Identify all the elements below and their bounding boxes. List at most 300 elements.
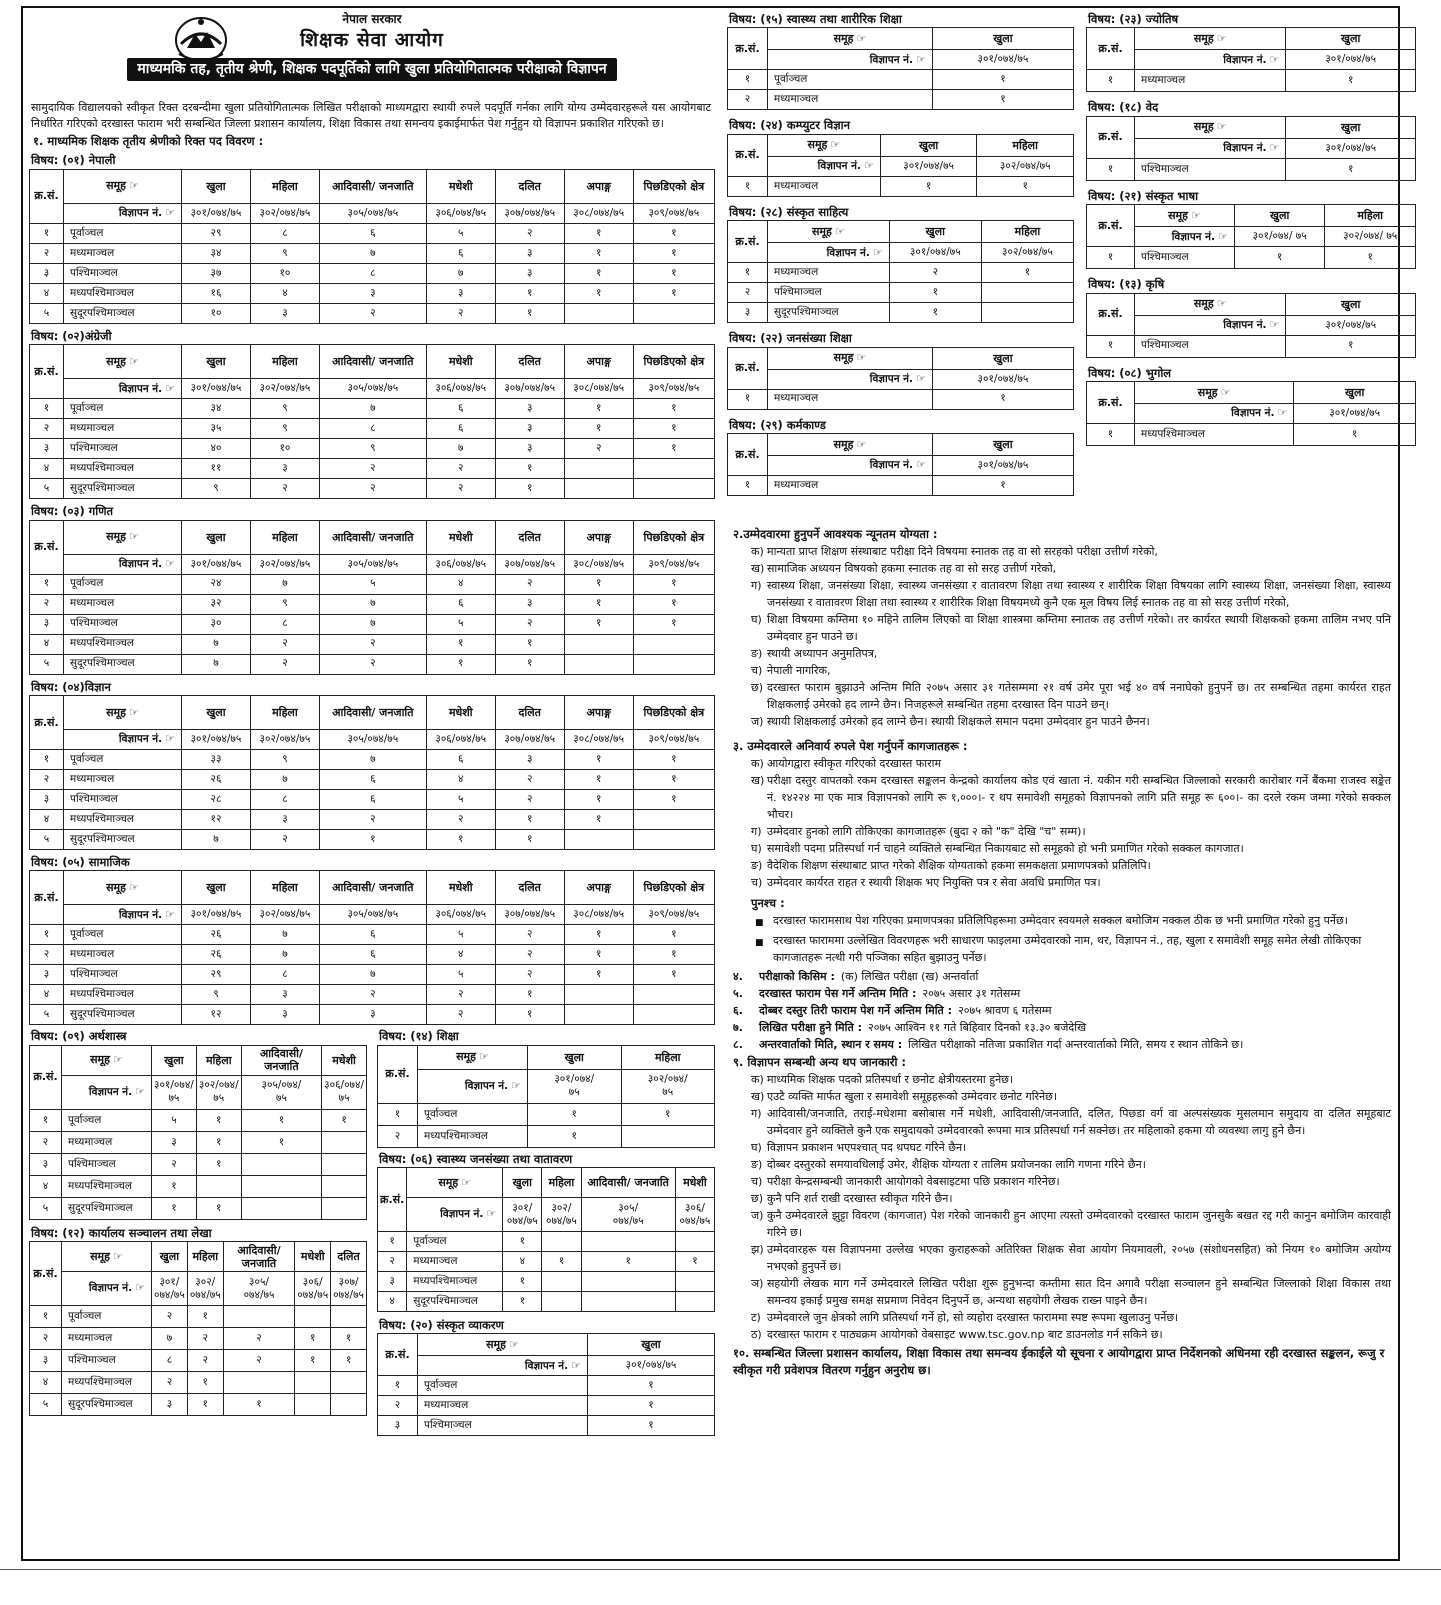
vacancy-count: ७: [250, 925, 319, 945]
vacancy-count: [981, 283, 1073, 303]
vacancy-count: [295, 1372, 331, 1394]
vacancy-count: १: [633, 399, 714, 419]
pointing-hand-icon: ☞: [872, 245, 883, 259]
vacancy-count: १: [564, 419, 633, 439]
advertisement-code: [1286, 315, 1416, 335]
item-text: दरखास्त फाराम बुझाउने अन्तिम मिति २०७५ असार ३१ गतेसम्ममा २१ वर्ष उमेर पूरा भई ४० वर्ष ननाघेको हुनुपर्ने छ। तर सम्बन्धित तहमा कार्यरत राहत शिक्षकलाई उमेरको हद लाग्ने छैन। निजहरूले सम्बन्धित तहमा दरखास्त दिन पाउने छन्।: [767, 681, 1391, 711]
advertisement-code: [932, 455, 1073, 475]
row-number: २: [30, 1131, 62, 1153]
vacancy-count: १: [564, 809, 633, 829]
region-name: मध्यमाञ्चल: [1135, 70, 1286, 92]
vacancy-count: [581, 1292, 675, 1312]
vacancy-count: १: [495, 985, 564, 1005]
vacancy-count: [675, 1232, 714, 1252]
advertisement-code-part: ३०७/०७४/७५: [504, 382, 556, 395]
vacancy-count: १: [889, 283, 981, 303]
vacancy-count: १: [633, 614, 714, 634]
vacancy-count: ८: [250, 965, 319, 985]
pointing-hand-icon: ☞: [1220, 385, 1231, 399]
advertisement-code-part: ३०५/०७४/: [261, 1079, 302, 1092]
subject-title: विषय: (१८) वेद: [1088, 100, 1159, 115]
vacancy-count: १: [564, 399, 633, 419]
item-text: दोब्बर दस्तुरको समयावधिलाई उमेर, शैक्षिक योग्यता र तालिम प्रयोजनका लागि गणना गरिने छैन।: [767, 1158, 1146, 1171]
column-header: खुला: [182, 345, 251, 379]
advertisement-code-part: ३०८/०७४/७५: [573, 557, 625, 570]
vacancy-count: १: [564, 789, 633, 809]
vacancy-table: [727, 433, 1074, 496]
advertisement-no-text: विज्ञापन नं.: [1223, 142, 1267, 155]
vacancy-count: १: [621, 1103, 715, 1125]
region-name: मध्यपश्चिमाञ्चल: [64, 985, 182, 1005]
vacancy-count: १: [319, 829, 426, 849]
region-name: सुदूरपश्चिमाञ्चल: [768, 303, 890, 323]
column-header: खुला: [528, 1045, 622, 1069]
vacancy-count: २६: [182, 945, 251, 965]
advertisement-code: [182, 729, 251, 749]
item-number: ८.: [733, 1038, 743, 1051]
column-header: आदिवासी/ जनजाति: [319, 871, 426, 905]
column-header: खुला: [1286, 116, 1416, 138]
advertisement-code-part: ३०२/०७४/: [647, 1073, 688, 1086]
group-header: [1135, 293, 1286, 315]
vacancy-table: [377, 1045, 715, 1148]
table-row: [30, 399, 715, 419]
vacancy-count: २: [319, 809, 426, 829]
advertisement-no-text: विज्ञापन नं.: [524, 1359, 569, 1372]
table-row: [30, 925, 715, 945]
region-name: पूर्वाञ्चल: [64, 399, 182, 419]
table-row: [378, 1232, 715, 1252]
advertisement-code-part: ३०१/०७४/७५: [190, 382, 242, 395]
vacancy-count: ६: [426, 399, 495, 419]
table-row: [30, 749, 715, 769]
advertisement-code: [932, 369, 1073, 389]
vacancy-count: १: [633, 769, 714, 789]
vacancy-count: [322, 1153, 367, 1175]
vacancy-count: ३: [495, 263, 564, 283]
advertisement-no-label: [768, 369, 933, 389]
subject-block: [29, 1226, 367, 1416]
column-header: अपाङ्ग: [564, 520, 633, 554]
column-header: मधेशी: [426, 695, 495, 729]
vacancy-count: १: [564, 594, 633, 614]
subject-title: विषय: (२२) जनसंख्या शिक्षा: [729, 331, 852, 346]
vacancy-count: १: [503, 1272, 542, 1292]
vacancy-count: २: [187, 1328, 223, 1350]
lower-left-subcolumn: [29, 1025, 367, 1436]
vacancy-count: १: [633, 965, 714, 985]
item-key: ग): [751, 579, 762, 592]
subject-block: [727, 12, 1074, 110]
vacancy-count: [581, 1272, 675, 1292]
vacancy-count: ३: [152, 1131, 197, 1153]
vacancy-count: [633, 809, 714, 829]
postscript-heading: पुनश्च :: [751, 896, 785, 910]
group-header: [64, 169, 182, 203]
region-name: पूर्वाञ्चल: [418, 1103, 528, 1125]
column-header: दलित: [495, 871, 564, 905]
qualification-item: [733, 713, 1391, 730]
column-header: आदिवासी/ जनजाति: [319, 169, 426, 203]
advertisement-code-part: ७५: [568, 1086, 580, 1099]
row-number: २: [30, 243, 64, 263]
info-item: [733, 1105, 1391, 1139]
vacancy-count: १: [633, 749, 714, 769]
advertisement-code-part: ३०६/०७४/७५: [435, 206, 487, 219]
subject-title: विषय: (१३) कृषि: [1088, 277, 1165, 292]
column-header: आदिवासी/ जनजाति: [319, 520, 426, 554]
row-number: २: [30, 419, 64, 439]
postscript-item: [733, 932, 1391, 966]
column-header: महिला: [1325, 205, 1416, 227]
column-header: दलित: [495, 345, 564, 379]
table-row: [728, 389, 1074, 409]
vacancy-count: २: [426, 985, 495, 1005]
row-number: १: [1087, 335, 1135, 357]
group-header: [64, 695, 182, 729]
vacancy-count: [223, 1306, 295, 1328]
advertisement-code-part: ३०१/०७४/७५: [190, 908, 242, 921]
conditions-text: [727, 520, 1397, 1379]
vacancy-count: ७: [319, 594, 426, 614]
middle-column: [727, 8, 1074, 496]
group-label: समूह: [1193, 120, 1214, 134]
vacancy-count: १: [588, 1416, 715, 1436]
vacancy-table: [727, 27, 1074, 110]
vacancy-count: २: [223, 1328, 295, 1350]
table-row: [728, 303, 1074, 323]
row-number: १: [30, 399, 64, 419]
group-label: समूह: [833, 32, 854, 45]
advertisement-no-label: [62, 1075, 152, 1109]
vacancy-count: १: [1286, 70, 1416, 92]
region-name: पश्चिमाञ्चल: [64, 439, 182, 459]
pointing-hand-icon: ☞: [1277, 406, 1288, 420]
vacancy-count: ३२: [182, 594, 251, 614]
group-header: [768, 433, 933, 455]
sn-header: क्र.सं.: [1087, 205, 1135, 247]
vacancy-count: ७: [250, 574, 319, 594]
advertisement-code-part: ०७४/७५: [333, 1288, 364, 1301]
vacancy-count: २: [319, 303, 426, 323]
advertisement-code-part: ३०५/: [249, 1275, 269, 1288]
advertisement-code: [633, 729, 714, 749]
column-header: अपाङ्ग: [564, 345, 633, 379]
advertisement-code: [331, 1272, 367, 1306]
vacancy-count: ८: [250, 614, 319, 634]
vacancy-count: २: [187, 1350, 223, 1372]
government-name: नेपाल सरकार: [342, 12, 402, 26]
row-number: २: [378, 1252, 407, 1272]
advertisement-no-label: [64, 554, 182, 574]
vacancy-count: [241, 1153, 321, 1175]
sn-header: क्र.सं.: [728, 28, 768, 70]
vacancy-count: [675, 1292, 714, 1312]
column-header: महिला: [977, 134, 1074, 156]
vacancy-count: १: [1286, 335, 1416, 357]
advertisement-code-part: ३०१/०७४/७५: [190, 732, 242, 745]
vacancy-count: ४: [503, 1252, 542, 1272]
row-number: १: [30, 925, 64, 945]
vacancy-count: [331, 1372, 367, 1394]
item-text: कुनै उम्मेदवारले झुट्टा विवरण (कागजात) पेश गरेको जानकारी हुन आएमा त्यस्तो उम्मेदवारको दरखास्त फाराम जुनसुकै बखत रद्द गरी कानुन बमोजिम कारवाही गरिने छ।: [767, 1209, 1391, 1239]
advertisement-code: [182, 379, 251, 399]
region-name: पूर्वाञ्चल: [64, 925, 182, 945]
vacancy-count: ८: [250, 223, 319, 243]
vacancy-count: १: [932, 90, 1073, 110]
table-row: [30, 769, 715, 789]
advertisement-code: [621, 1069, 715, 1103]
table-row: [30, 594, 715, 614]
vacancy-count: [564, 1005, 633, 1025]
advertisement-code-part: ३०१/०७४/७५: [977, 372, 1029, 385]
advertisement-code-part: ३०५/०७४/७५: [347, 908, 399, 921]
group-label: समूह: [1193, 32, 1214, 45]
vacancy-count: १२: [182, 1005, 251, 1025]
item-text: मान्यता प्राप्त शिक्षण संस्थाबाट परीक्षा दिने विषयमा स्नातक तह वा सो सरहको परीक्षा उत्तीर्ण गरेको,: [767, 545, 1158, 558]
row-number: ३: [30, 1153, 62, 1175]
vacancy-count: १: [241, 1109, 321, 1131]
advertisement-code-part: ३०६/०७४/७५: [435, 557, 487, 570]
region-name: पश्चिमाञ्चल: [1135, 158, 1286, 180]
item-key: ञ): [751, 1277, 764, 1290]
group-header: [418, 1334, 588, 1356]
column-header: खुला: [1286, 293, 1416, 315]
advertisement-code: [187, 1272, 223, 1306]
item-text: उम्मेदवार हुनको लागि तोकिएका कागजातहरू (बुदा २ को "क" देखि "च" सम्म)।: [767, 825, 1086, 838]
vacancy-count: ३४: [182, 243, 251, 263]
advertisement-no-text: विज्ञापन नं.: [118, 382, 163, 395]
subject-block: [29, 329, 715, 499]
info-item: [733, 1173, 1391, 1190]
vacancy-count: ५: [426, 614, 495, 634]
region-name: पश्चिमाञ्चल: [768, 283, 890, 303]
vacancy-count: १: [495, 809, 564, 829]
pointing-hand-icon: ☞: [916, 458, 926, 472]
vacancy-count: २: [564, 439, 633, 459]
group-label: समूह: [106, 705, 126, 719]
row-number: ४: [378, 1292, 407, 1312]
subject-title: विषय: (०८) भुगोल: [1088, 365, 1172, 380]
item-body: [759, 1036, 1391, 1053]
column-header: खुला: [182, 169, 251, 203]
vacancy-count: २: [495, 614, 564, 634]
advertisement-code-part: ३०१/०७४/७५: [1325, 141, 1377, 154]
vacancy-count: १: [675, 1252, 714, 1272]
square-bullet-icon: ■: [755, 938, 764, 948]
item-key: छ): [751, 1192, 764, 1205]
pointing-hand-icon: ☞: [1216, 32, 1227, 45]
subject-block: [727, 418, 1074, 496]
item-key: ट): [751, 1311, 761, 1324]
vacancy-count: ७: [182, 829, 251, 849]
pointing-hand-icon: ☞: [165, 556, 175, 570]
advertisement-code: [319, 905, 426, 925]
advertisement-code-part: ३०६/: [302, 1275, 323, 1288]
vacancy-count: २: [495, 925, 564, 945]
sn-header: क्र.सं.: [378, 1334, 418, 1376]
sn-header: क्र.सं.: [1087, 116, 1135, 158]
advertisement-code: [495, 729, 564, 749]
column-header: महिला: [250, 345, 319, 379]
vacancy-count: ७: [426, 439, 495, 459]
advertisement-code-part: ३०८/०७४/७५: [573, 206, 625, 219]
vacancy-count: २९: [182, 965, 251, 985]
qualification-item: [733, 577, 1391, 611]
advertisement-code-part: ३०२/०७४/७५: [259, 908, 311, 921]
advertisement-code: [152, 1272, 188, 1306]
vacancy-count: [581, 1232, 675, 1252]
qualification-item: [733, 560, 1391, 577]
vacancy-count: १: [633, 283, 714, 303]
table-row: [30, 574, 715, 594]
vacancy-count: १: [196, 1197, 241, 1219]
advertisement-code-part: ३०१/: [512, 1201, 533, 1214]
vacancy-count: [621, 1125, 715, 1147]
advertisement-no-label: [62, 1272, 152, 1306]
row-number: ३: [30, 965, 64, 985]
advertisement-code-part: ०७४/७५: [506, 1214, 538, 1227]
row-number: २: [378, 1125, 418, 1147]
region-name: मध्यमाञ्चल: [768, 389, 933, 409]
column-header: खुला: [932, 433, 1073, 455]
advertisement-code-part: ३०५/०७४/७५: [347, 557, 399, 570]
sn-header: क्र.सं.: [1087, 293, 1135, 335]
row-number: ४: [30, 985, 64, 1005]
advertisement-code-part: ३०९/०७४/७५: [648, 732, 700, 745]
sn-header: क्र.सं.: [30, 520, 64, 574]
vacancy-count: [633, 654, 714, 674]
vacancy-count: ६: [426, 243, 495, 263]
row-number: १: [1087, 247, 1135, 269]
vacancy-count: २: [250, 829, 319, 849]
pointing-hand-icon: ☞: [135, 1085, 145, 1099]
item-key: क): [751, 545, 764, 558]
pointing-hand-icon: ☞: [128, 705, 139, 719]
vacancy-count: [322, 1197, 367, 1219]
table-row: [30, 283, 715, 303]
advertisement-no-label: [64, 905, 182, 925]
region-name: पूर्वाञ्चल: [407, 1232, 503, 1252]
region-name: पश्चिमाञ्चल: [64, 263, 182, 283]
item-body: [759, 968, 1391, 985]
advertisement-code-part: ३०२/०७४/७५: [259, 206, 311, 219]
row-number: २: [378, 1396, 418, 1416]
row-number: १: [728, 176, 768, 196]
vacancy-table: [1086, 27, 1416, 92]
vacancy-count: ३५: [182, 419, 251, 439]
column-header: मधेशी: [426, 345, 495, 379]
vacancy-count: १: [564, 965, 633, 985]
group-header: [1135, 116, 1286, 138]
numbered-item: [733, 985, 1391, 1002]
row-number: १: [728, 389, 768, 409]
item-value: २०७५ असार ३१ गतेसम्म: [922, 987, 1021, 1000]
table-row: [378, 1292, 715, 1312]
advertisement-code-part: ३०८/०७४/७५: [573, 732, 625, 745]
vacancy-count: ७: [426, 263, 495, 283]
item-key: च): [751, 1175, 763, 1188]
column-header: महिला: [196, 1045, 241, 1075]
subject-title: विषय: (१२) कार्यालय सञ्चालन तथा लेखा: [31, 1225, 212, 1240]
vacancy-count: [322, 1131, 367, 1153]
item-key: ज): [751, 1209, 764, 1222]
vacancy-count: २: [319, 634, 426, 654]
advertisement-code-part: ३०२/०७४/७५: [1002, 246, 1053, 259]
advertisement-no-label: [1135, 227, 1235, 247]
row-number: ३: [30, 263, 64, 283]
item-key: ग): [751, 1107, 762, 1120]
table-row: [30, 1328, 367, 1350]
item-label: अन्तरवार्ताको मिति, स्थान र समय :: [759, 1038, 903, 1051]
group-label: समूह: [486, 1338, 506, 1351]
advertisement-code: [675, 1198, 714, 1232]
vacancy-count: ३: [495, 749, 564, 769]
region-name: मध्यपश्चिमाञ्चल: [62, 1372, 152, 1394]
vacancy-count: [633, 459, 714, 479]
advertisement-no-text: विज्ञापन नं.: [118, 557, 163, 570]
vacancy-count: २: [426, 479, 495, 499]
pointing-hand-icon: ☞: [165, 206, 175, 220]
vacancy-table: [1086, 116, 1416, 181]
item-text: स्वास्थ्य शिक्षा, जनसंख्या शिक्षा, स्वास्थ्य जनसंख्या र वातावरण शिक्षा तथा स्वास्थ्य र शारीरिक शिक्षा विषयका लागि स्वास्थ्य शिक्षा, जनसंख्या शिक्षा, स्वास्थ्य जनसंख्या र वातावरण शिक्षा तथा स्वास्थ्य र शारीरिक शिक्षा विषयमध्ये कुनै एक मूल विषय लिई स्नातक तह वा सो सरह उत्तीर्ण गरेको,: [767, 579, 1391, 609]
numbered-item: [733, 968, 1391, 985]
advertisement-code: [981, 243, 1073, 263]
vacancy-count: १: [495, 654, 564, 674]
advertisement-code-part: ७५: [662, 1086, 674, 1099]
vacancy-count: ३: [495, 419, 564, 439]
region-name: पूर्वाञ्चल: [64, 749, 182, 769]
item-text: उम्मेदवारले जुन क्षेत्रको लागि प्रतिस्पर्धा गर्ने हो, सो व्यहोरा दरखास्त फाराममा स्पष्ट रूपमा खुलाउनु पर्नेछ।: [767, 1311, 1179, 1324]
row-number: ५: [30, 1005, 64, 1025]
row-number: ३: [30, 614, 64, 634]
column-header: मधेशी: [426, 169, 495, 203]
vacancy-count: [564, 303, 633, 323]
column-header: आदिवासी/ जनजाति: [223, 1242, 295, 1272]
vacancy-count: १: [633, 419, 714, 439]
table-row: [30, 809, 715, 829]
pointing-hand-icon: ☞: [511, 1079, 521, 1093]
column-header: खुला: [880, 134, 977, 156]
vacancy-count: १: [977, 176, 1074, 196]
vacancy-count: २: [152, 1153, 197, 1175]
pointing-hand-icon: ☞: [461, 1175, 472, 1189]
region-name: मध्यमाञ्चल: [768, 176, 881, 196]
advertisement-banner: माध्यमकि तह, तृतीय श्रेणी, शिक्षक पदपूर्तिको लागि खुला प्रतियोगितात्मक परीक्षाको विज्ञापन: [127, 58, 616, 82]
row-number: ४: [30, 1175, 62, 1197]
advertisement-code-part: ३०६/०७४/: [324, 1079, 364, 1092]
item-number: ५.: [733, 987, 743, 1000]
region-name: पश्चिमाञ्चल: [64, 789, 182, 809]
advertisement-code-part: ३०१/०७४/७५: [625, 1359, 677, 1372]
subject-block: [1086, 366, 1416, 446]
table-row: [1087, 335, 1416, 357]
advertisement-code: [250, 729, 319, 749]
lower-left-tables: [29, 1025, 715, 1436]
pointing-hand-icon: ☞: [1216, 120, 1227, 134]
group-label: समूह: [456, 1050, 476, 1064]
info-item: [733, 1326, 1391, 1343]
vacancy-count: ६: [426, 594, 495, 614]
region-name: पश्चिमाञ्चल: [62, 1350, 152, 1372]
advertisement-no-text: विज्ञापन नं.: [1231, 407, 1275, 420]
vacancy-count: ९: [319, 439, 426, 459]
region-name: मध्यमाञ्चल: [64, 419, 182, 439]
row-number: १: [30, 1306, 62, 1328]
vacancy-count: ११: [182, 459, 251, 479]
vacancy-count: १: [633, 223, 714, 243]
vacancy-count: ६: [319, 223, 426, 243]
